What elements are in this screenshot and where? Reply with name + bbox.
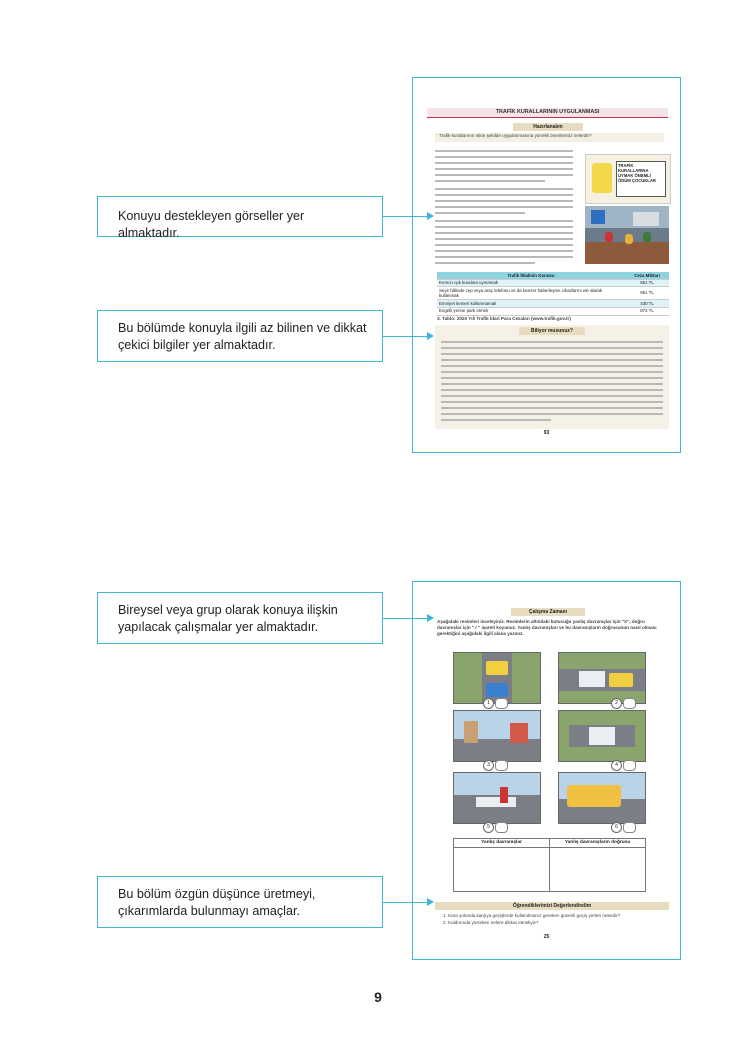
- answer-box[interactable]: [495, 698, 508, 709]
- work-instruction: Aşağıdaki resimleri inceleyiniz. Resimlerin altındaki kutucuğa yanlış davranışlar için "X", doğru davranışlar için "✓" işareti koyunuz. Yanlış davranışları ve bu davranışların doğrusunun nasıl olması gerektiğini aşağıdaki ilgili alana yazınız.: [437, 619, 657, 636]
- scene-image-2: [558, 652, 646, 704]
- table-header: Trafik İhlalinin Konusu: [437, 272, 625, 279]
- arrowhead: [427, 614, 434, 622]
- table-cell: 951 TL: [625, 287, 669, 300]
- answer-table: [453, 838, 646, 892]
- page-title-bar: [427, 108, 668, 118]
- table-cell: 872 TL: [625, 307, 669, 315]
- info-label: Biliyor musunuz?: [519, 327, 585, 335]
- callout-info: [97, 310, 383, 362]
- top-page-thumbnail-frame: [412, 77, 681, 453]
- answer-box[interactable]: [495, 822, 508, 833]
- page-number: 9: [374, 989, 382, 1005]
- fines-table: [437, 272, 669, 316]
- prep-label: Hazırlanalım: [513, 123, 583, 131]
- classroom-photo: [585, 206, 669, 264]
- work-title: Çalışma Zamanı: [511, 608, 585, 616]
- scene-image-4: [558, 710, 646, 762]
- callout-activities: [97, 592, 383, 644]
- callout-evaluation: [97, 876, 383, 928]
- traffic-poster-image: [585, 154, 671, 204]
- table-cell: Seyir hâlinde cep veya araç telefonu ve da benzer haberleşme cihazlarını ele alarak kullanmak: [437, 287, 625, 300]
- info-box: [435, 325, 669, 429]
- arrowhead: [427, 212, 434, 220]
- connector-line: [383, 216, 429, 217]
- connector-line: [383, 618, 429, 619]
- scene-number: 1: [483, 698, 494, 709]
- scene-image-3: [453, 710, 541, 762]
- connector-line: [383, 336, 429, 337]
- scene-image-5: [453, 772, 541, 824]
- scene-number: 5: [483, 822, 494, 833]
- arrowhead: [427, 332, 434, 340]
- callout-text: Bireysel veya grup olarak konuya ilişkin yapılacak çalışmalar yer almaktadır.: [118, 603, 338, 634]
- table-caption: 3. Tablo: 2020 Yılı Trafik İdari Para Cezaları (www.trafik.gov.tr): [437, 316, 571, 321]
- scene-number: 3: [483, 760, 494, 771]
- answer-header: Yanlış davranışların doğrusu: [550, 839, 645, 848]
- answer-box[interactable]: [623, 698, 636, 709]
- scene-image-6: [558, 772, 646, 824]
- table-cell: Kırmızı ışık kuralına uymamak: [437, 279, 625, 287]
- thumbnail-page-number: 93: [543, 430, 550, 436]
- table-cell: 951 TL: [625, 279, 669, 287]
- table-cell: Emniyet kemeri kullanmamak: [437, 300, 625, 308]
- table-cell: Engelli yerine park etmek: [437, 307, 625, 315]
- answer-box[interactable]: [623, 822, 636, 833]
- scene-image-1: [453, 652, 541, 704]
- thumbnail-page-number: 25: [543, 934, 550, 940]
- arrowhead: [427, 898, 434, 906]
- callout-text: Konuyu destekleyen görseller yer almaktadır.: [118, 209, 305, 240]
- scene-number: 6: [611, 822, 622, 833]
- answer-box[interactable]: [623, 760, 636, 771]
- bottom-page-thumbnail-frame: [412, 581, 681, 960]
- table-header: Ceza Miktarı: [625, 272, 669, 279]
- eval-question: 1. Kara yolunda karşıya geçişlerde kullanılmanız gereken güvenli geçiş yerleri nelerdir?: [443, 913, 621, 918]
- prep-question: Trafik kurallarının etkin şekilde uygulanmasına yönelik önerileriniz nelerdir?: [435, 133, 664, 142]
- eval-question: 2. Kaldırımda yürürken nelere dikkat etmeliyiz?: [443, 920, 539, 925]
- answer-column-divider: [549, 847, 550, 891]
- page-title: TRAFİK KURALLARININ UYGULANMASI: [495, 109, 600, 115]
- answer-box[interactable]: [495, 760, 508, 771]
- callout-text: Bu bölüm özgün düşünce üretmeyi, çıkarımlarda bulunmayı amaçlar.: [118, 887, 316, 918]
- callout-visuals: [97, 196, 383, 240]
- scene-number: 2: [611, 698, 622, 709]
- table-cell: 430 TL: [625, 300, 669, 308]
- eval-label: Öğrendiklerimizi Değerlendirelim: [435, 902, 669, 910]
- scene-number: 4: [611, 760, 622, 771]
- connector-line: [383, 902, 429, 903]
- callout-text: Bu bölümde konuyla ilgili az bilinen ve dikkat çekici bilgiler yer almaktadır.: [118, 321, 367, 352]
- answer-header: Yanlış davranışlar: [454, 839, 550, 848]
- poster-caption: TRAFİK KURALLARINA UYMAK ÖNEMLİ ÖDÜM ÇOCUKLAR: [618, 163, 656, 183]
